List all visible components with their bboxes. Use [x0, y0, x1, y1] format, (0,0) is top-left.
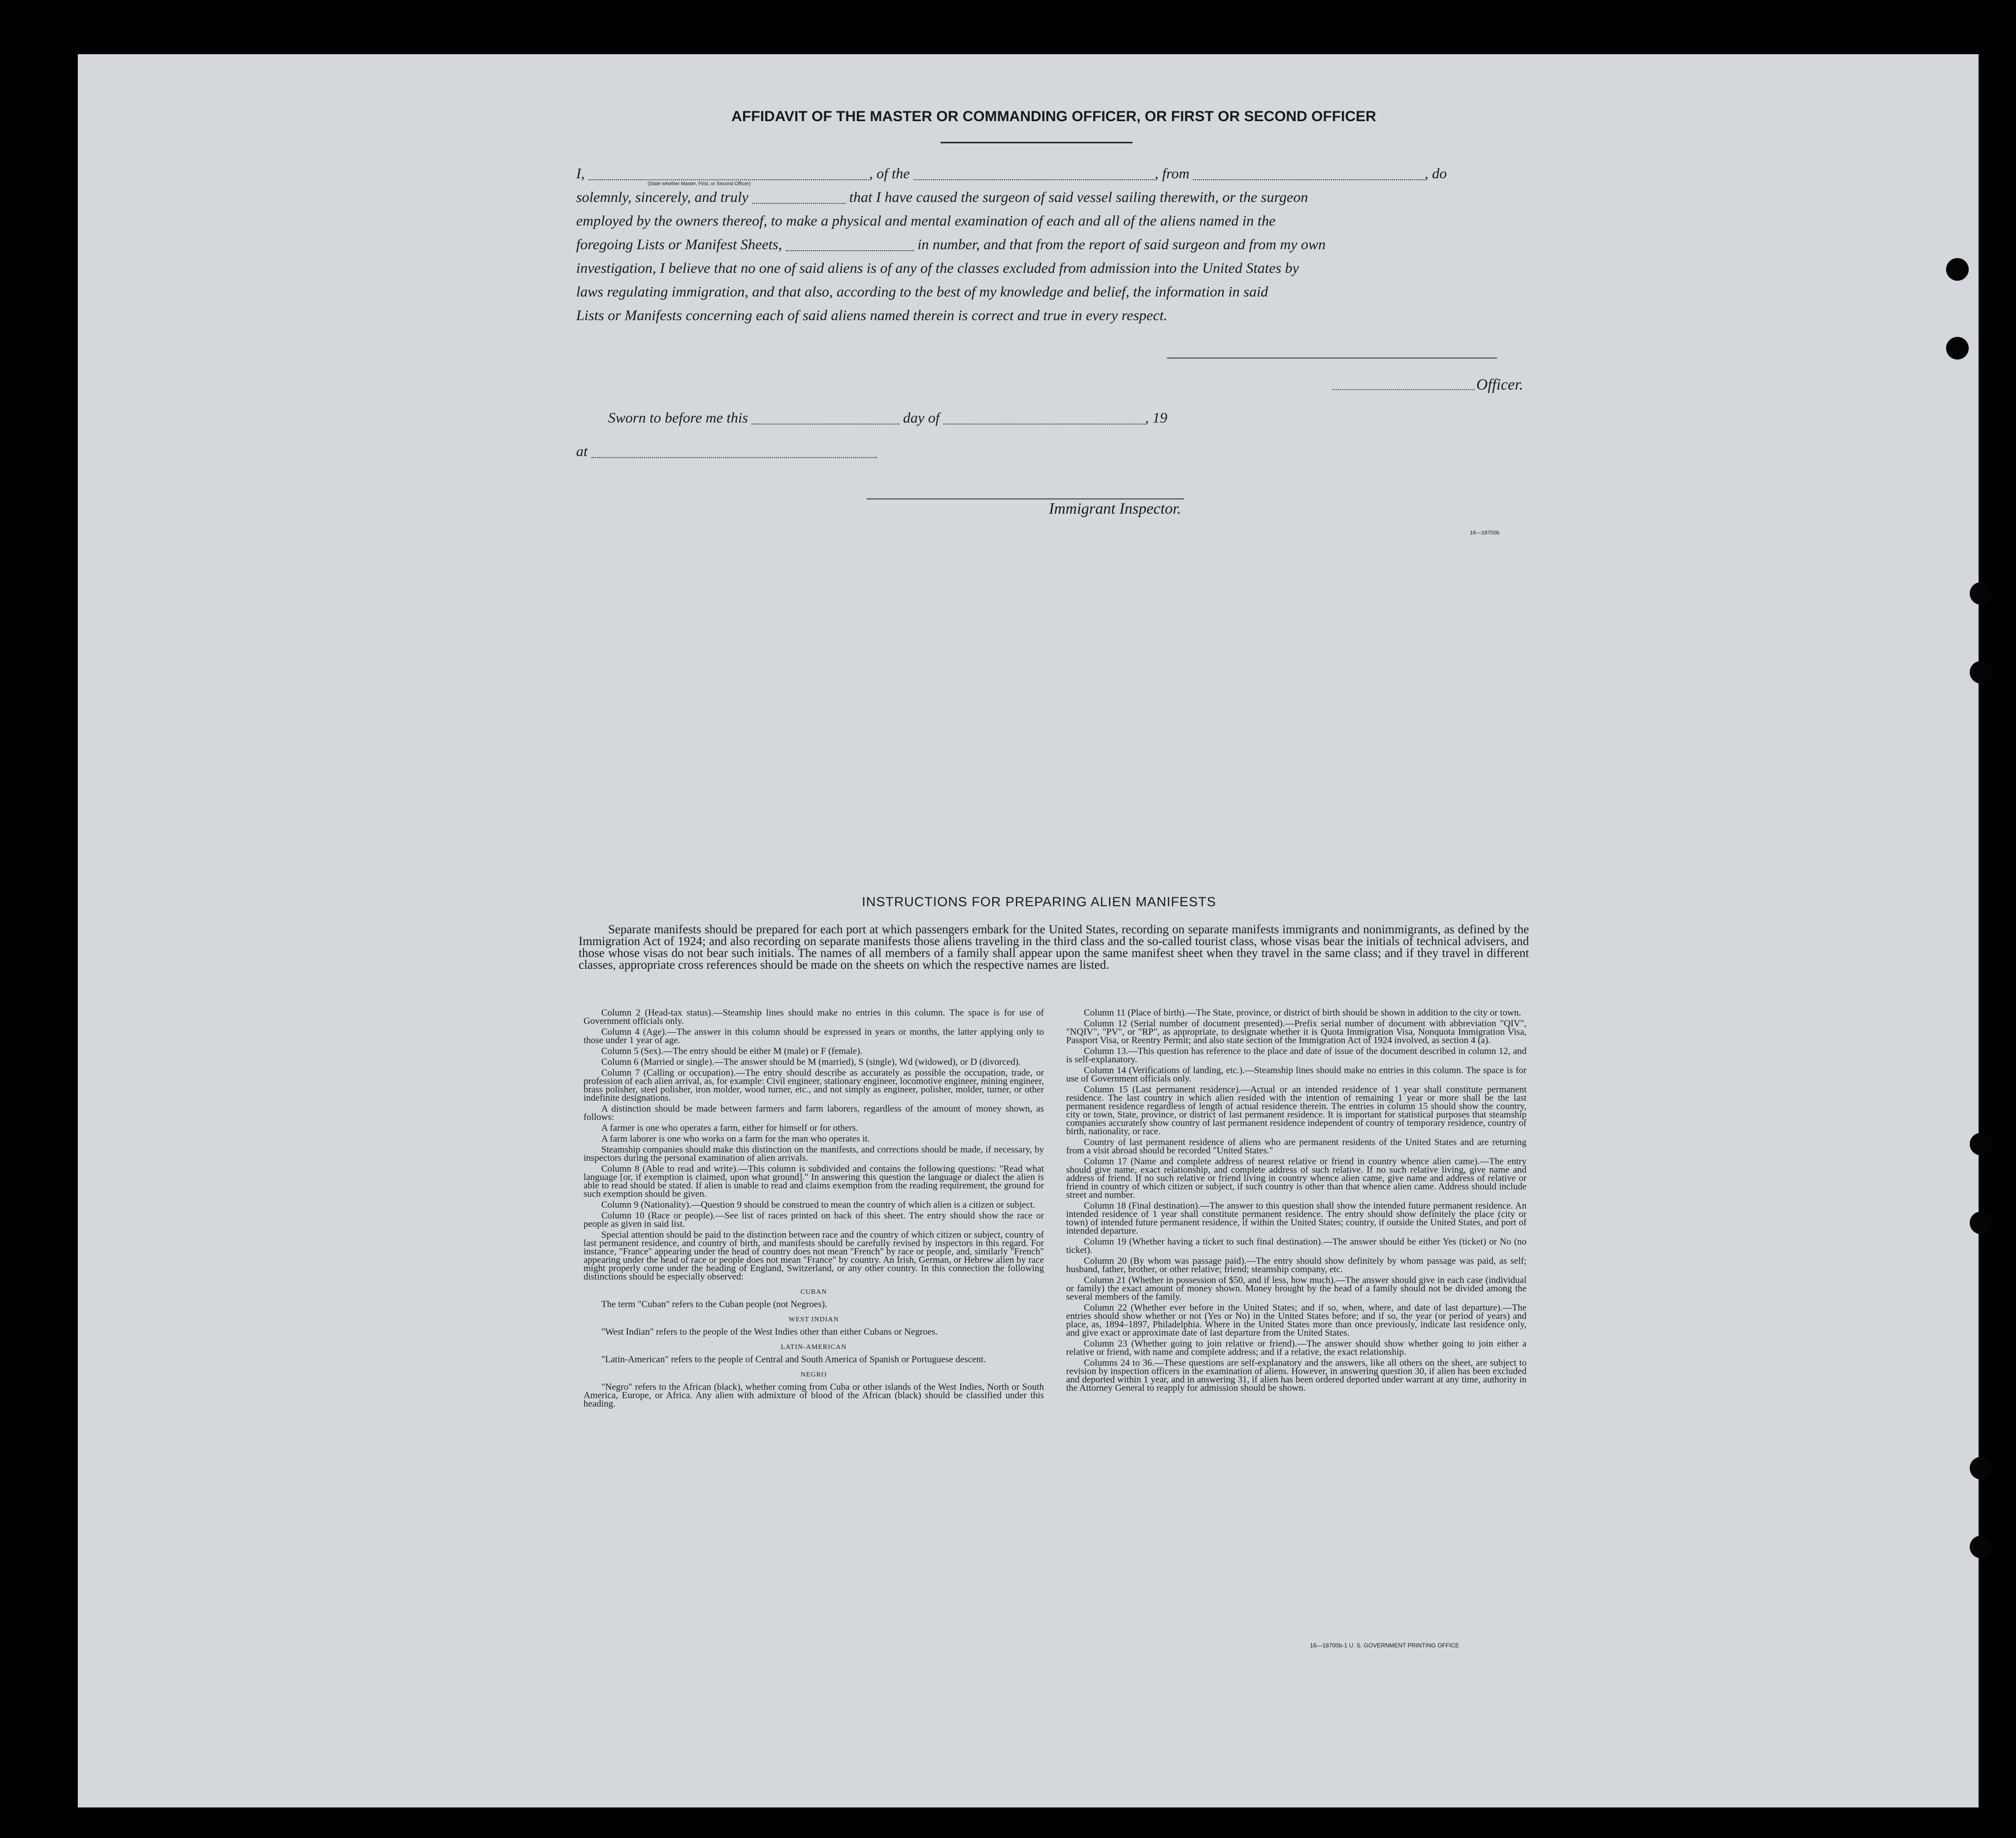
punch-hole [1946, 337, 1969, 360]
instruction-paragraph: Column 10 (Race or people).—See list of races printed on back of this sheet. The entry should show the race or people as given in said list. [584, 1211, 1044, 1229]
instruction-paragraph: Column 9 (Nationality).—Question 9 should be construed to mean the country of which alien is a citizen or subject. [601, 1200, 1036, 1210]
instruction-paragraph: Column 7 (Calling or occupation).—The entry should describe as accurately as possible the occupation, trade, or profession of each alien arrival, as, for example: Civil engineer, stationary engineer, locomotive engineer, mining engineer, brass polisher, steel polisher, iron molder, wood turner, etc., and not simply as engineer, polisher, molder, turner, or other indefinite designations. [584, 1068, 1044, 1103]
punch-hole [1970, 1133, 1992, 1155]
at-line: at [576, 440, 1566, 463]
punch-hole [1970, 1536, 1992, 1558]
printing-office-footer: 16—18700b-1 U. S. GOVERNMENT PRINTING OFFICE [1310, 1642, 1460, 1649]
instruction-paragraph: Column 2 (Head-tax status).—Steamship lines should make no entries in this column. The space is for use of Government officials only. [584, 1008, 1044, 1026]
section-heading-cuban: CUBAN [800, 1288, 827, 1296]
affidavit-line-4: foregoing Lists or Manifest Sheets, in number, and that from the report of said surgeon and from my own [576, 236, 1326, 253]
affidavit-line-6: laws regulating immigration, and that also, according to the best of my knowledge and belief, the information in said [576, 284, 1268, 300]
instruction-paragraph: Column 4 (Age).—The answer in this column should be expressed in years or months, the latter applying only to those under 1 year of age. [584, 1027, 1044, 1046]
form-number: 16—18700b [1470, 530, 1499, 536]
instruction-paragraph: Column 15 (Last permanent residence).—Actual or an intended residence of 1 year shall constitute permanent residence. The last country in which alien resided with the intention of remaining 1 year or more shall be the last permanent residence regardless of length of actual residence therein. The entries in column 15 should show the country, city or town, State, province, or district of last permanent residence. It is important for statistical purposes that steamship companies accurately show country of last permanent residence independent of country of temporary residence, country of birth, nationality, or race. [1066, 1084, 1527, 1137]
punch-hole [1970, 1457, 1992, 1479]
instruction-paragraph: "Negro" refers to the African (black), whether coming from Cuba or other islands of the West Indies, North or South America, Europe, or Africa. Any alien with admixture of blood of the African (black) should be classified under this heading. [584, 1382, 1044, 1409]
sworn-line: Sworn to before me this day of , 19 [608, 410, 1168, 426]
instruction-paragraph: A farm laborer is one who works on a farm for the man who operates it. [601, 1134, 870, 1144]
rank-note: (State whether Master, First, or Second Officer) [648, 181, 751, 187]
punch-hole [1970, 1212, 1992, 1234]
punch-hole [1970, 582, 1992, 605]
instruction-paragraph: Column 5 (Sex).—The entry should be either M (male) or F (female). [601, 1046, 863, 1056]
instruction-paragraph: Column 23 (Whether going to join relative or friend).—The answer should show whether going to join either a relative or friend, with name and complete address; and if a relative, the exact relationship. [1066, 1339, 1527, 1357]
instruction-paragraph: Columns 24 to 36.—These questions are self-explanatory and the answers, like all others on the sheet, are subject to revision by inspection officers in the examination of aliens. However, in answering question 30, if alien has been excluded and deported within 1 year, and in answering 31, if alien has been ordered deported under warrant at any time, authority in the Attorney General to reapply for admission should be shown. [1066, 1358, 1527, 1393]
instruction-paragraph: Special attention should be paid to the distinction between race and the country of which citizen or subject, country of last permanent residence, and country of birth, and manifests should be carefully revised by inspectors in this regard. For instance, "France" appearing under the head of country does not mean "French" by race or people, and, similarly "French" appearing under the head of race or people does not mean "France" by country. An Irish, German, or Hebrew alien by race might properly come under the heading of England, Switzerland, or any other country. In this connection the following distinctions should be especially observed: [584, 1230, 1044, 1282]
affidavit-title: AFFIDAVIT OF THE MASTER OR COMMANDING OFFICER, OR FIRST OR SECOND OFFICER [731, 108, 1376, 125]
affidavit-line-2: solemnly, sincerely, and truly that I have caused the surgeon of said vessel sailing therewith, or the surgeon [576, 189, 1308, 205]
section-heading-west-indian: WEST INDIAN [788, 1316, 839, 1323]
section-heading-latin-american: LATIN-AMERICAN [780, 1344, 847, 1351]
instruction-paragraph: The term "Cuban" refers to the Cuban people (not Negroes). [601, 1299, 827, 1310]
signature-line [1167, 358, 1497, 359]
instruction-paragraph: Column 12 (Serial number of document presented).—Prefix serial number of document with abbreviation "QIV", "NQIV", "PV", or "RP", as appropriate, to designate whether it is Quota Immigration Visa, Nonquota Immigration Visa, Passport Visa, or Reentry Permit; and also state section of the Immigration Act of 1924 involved, as section 4 (a). [1066, 1018, 1527, 1046]
affidavit-line-3: employed by the owners thereof, to make a physical and mental examination of each and all of the aliens named in the [576, 213, 1276, 229]
instruction-paragraph: Column 6 (Married or single).—The answer should be M (married), S (single), Wd (widowed), or D (divorced). [601, 1057, 1021, 1067]
instruction-paragraph: A distinction should be made between farmers and farm laborers, regardless of the amount of money shown, as follows: [584, 1104, 1044, 1122]
instruction-paragraph: Country of last permanent residence of aliens who are permanent residents of the United States and are returning from a visit abroad should be recorded "United States." [1066, 1137, 1527, 1156]
instruction-paragraph: Column 19 (Whether having a ticket to such final destination).—The answer should be either Yes (ticket) or No (no ticket). [1066, 1237, 1527, 1255]
punch-hole [1970, 661, 1992, 684]
instruction-paragraph: Column 22 (Whether ever before in the United States; and if so, when, where, and date of last departure).—The entries should show whether or not (Yes or No) in the United States before; and if so, the year (or period of years) and place, as, 1894–1897, Philadelphia. Where in the United States more than once previously, indicate last residence only, and give exact or approximate date of last departure from the United States. [1066, 1303, 1527, 1338]
affidavit-line-1: I, , of the , from , do [576, 165, 1447, 182]
instruction-paragraph: Column 18 (Final destination).—The answer to this question shall show the intended future permanent residence. An intended residence of 1 year shall constitute permanent residence. The entry should show definitely the place (city or town) of intended future permanent residence, if within the United States; country, if outside the United States, and port of intended departure. [1066, 1201, 1527, 1236]
instructions-left-column [584, 1009, 1044, 1411]
instruction-paragraph: A farmer is one who operates a farm, either for himself or for others. [601, 1123, 858, 1133]
inspector-label: Immigrant Inspector. [1049, 499, 1181, 517]
title-rule [941, 142, 1133, 143]
instruction-paragraph: Column 11 (Place of birth).—The State, province, or district of birth should be shown in addition to the city or town. [1084, 1008, 1521, 1018]
instruction-paragraph: Column 8 (Able to read and write).—This column is subdivided and contains the following questions: "Read what language [or, if exemption is claimed, upon what ground]." In answering this question the language or dialect the alien is able to read should be stated. If alien is unable to read and claims exemption from the reading requirement, the ground for such exemption should be given. [584, 1164, 1044, 1199]
instructions-intro: Separate manifests should be prepared for each port at which passengers embark for the United States, recording on separate manifests immigrants and nonimmigrants, as defined by the Immigration Act of 1924; and also recording on separate manifests those aliens traveling in the third class and the so-called tourist class, whose visas bear the initials of technical advisers, and those whose visas do not bear such initials. The names of all members of a family shall appear upon the same manifest sheet when they travel in the same class; and if they travel in different classes, appropriate cross references should be made on the sheets on which the respective names are listed. [579, 923, 1529, 972]
punch-hole [1946, 258, 1969, 281]
officer-line [1332, 389, 1475, 390]
instruction-paragraph: "Latin-American" refers to the people of Central and South America of Spanish or Portuguese descent. [601, 1354, 986, 1365]
officer-label: Officer. [1476, 375, 1524, 393]
instruction-paragraph: Column 13.—This question has reference to the place and date of issue of the document described in column 12, and is self-explanatory. [1066, 1046, 1527, 1065]
instructions-title: INSTRUCTIONS FOR PREPARING ALIEN MANIFESTS [862, 894, 1216, 909]
instructions-right-column [1066, 1009, 1527, 1395]
affidavit-line-7: Lists or Manifests concerning each of said aliens named therein is correct and true in every respect. [576, 307, 1168, 324]
instruction-paragraph: Column 17 (Name and complete address of nearest relative or friend in country whence alien came).—The entry should give name, exact relationship, and complete address of such relative. If no such relative living, give name and address of friend. If no such relative or friend living in country whence alien came, give name and address of relative or friend in country of which citizen or subject, if such country is other than that whence alien came. Address should include street and number. [1066, 1156, 1527, 1200]
section-heading-negro: NEGRO [800, 1371, 827, 1378]
instruction-paragraph: Column 20 (By whom was passage paid).—The entry should show definitely by whom passage was paid, as self; husband, father, brother, or other relative; friend; steamship company, etc. [1066, 1256, 1527, 1275]
instruction-paragraph: Steamship companies should make this distinction on the manifests, and corrections should be made, if necessary, by inspectors during the personal examination of alien arrivals. [584, 1145, 1044, 1163]
instruction-paragraph: Column 14 (Verifications of landing, etc.).—Steamship lines should make no entries in this column. The space is for use of Government officials only. [1066, 1065, 1527, 1084]
instruction-paragraph: "West Indian" refers to the people of the West Indies other than either Cubans or Negroes. [601, 1327, 938, 1337]
instruction-paragraph: Column 21 (Whether in possession of $50, and if less, how much).—The answer should give in each case (individual or family) the exact amount of money shown. Money brought by the head of a family should not be divided among the several members of the family. [1066, 1275, 1527, 1302]
affidavit-line-5: investigation, I believe that no one of said aliens is of any of the classes excluded from admission into the United States by [576, 260, 1299, 276]
